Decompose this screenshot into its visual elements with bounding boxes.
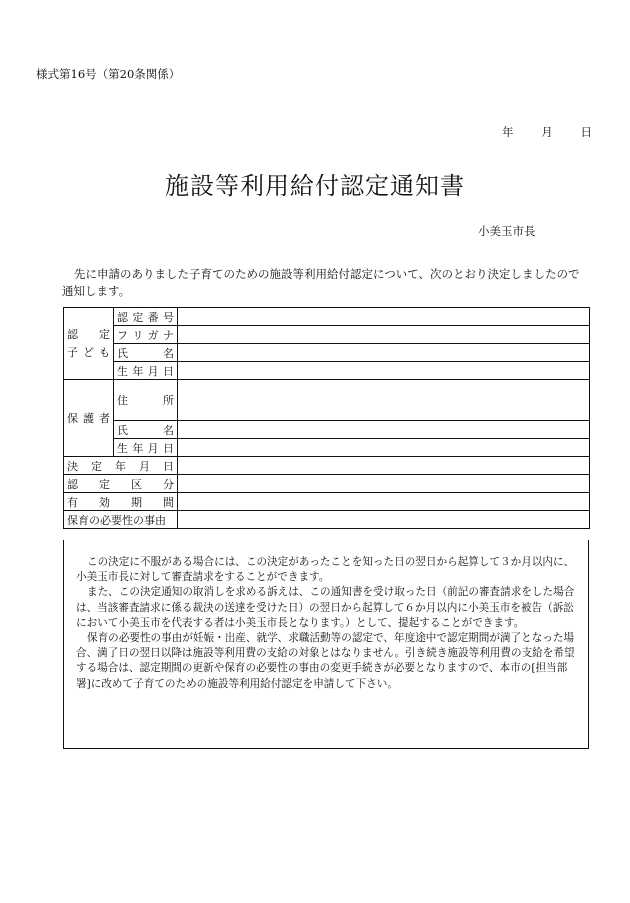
child-group-label xyxy=(64,308,114,380)
issuer: 小美玉市長 xyxy=(478,224,536,238)
decision-field-label xyxy=(64,511,178,529)
guardian-field-label xyxy=(114,421,178,439)
label-char: 決 xyxy=(67,459,78,473)
table-row xyxy=(64,344,590,362)
label-char: 認 xyxy=(117,310,128,324)
decision-field-label xyxy=(64,493,178,511)
label-char: 認 xyxy=(67,327,78,341)
label-char: 期 xyxy=(131,495,142,509)
table-row xyxy=(64,362,590,380)
label-char: 番 xyxy=(147,310,159,324)
child-field-value[interactable] xyxy=(178,344,590,362)
table-row xyxy=(64,457,590,475)
date-month: 月 xyxy=(541,125,553,139)
table-row xyxy=(64,380,590,421)
label-char: 年 xyxy=(115,459,126,473)
decision-field-value[interactable] xyxy=(178,493,590,511)
guardian-field-label xyxy=(114,380,178,421)
child-field-label xyxy=(114,362,178,380)
notice-paragraph: この決定に不服がある場合には、この決定があったことを知った日の翌日から起算して３か月以内に、小美玉市長に対して審査請求をすることができます。 xyxy=(76,556,575,584)
form-number: 様式第16号（第20条関係） xyxy=(36,67,181,81)
label-char: 間 xyxy=(163,495,174,509)
label-char: 護 xyxy=(83,412,94,425)
label-char: 子 xyxy=(67,345,78,359)
notice-paragraph: また、この決定通知の取消しを求める訴えは、この通知書を受け取った日（前記の審査請求をした場合は、当該審査請求に係る裁決の送達を受けた日）の翌日から起算して６か月以内に小美玉市を被告（訴訟において小美玉市を代表する者は小美玉市長となります。）として、提起することができます。 xyxy=(76,586,575,629)
label-char: 名 xyxy=(163,423,174,437)
label-char: 認 xyxy=(67,477,78,491)
certification-table xyxy=(63,307,590,529)
child-field-value[interactable] xyxy=(178,362,590,380)
guardian-field-value[interactable] xyxy=(178,439,590,457)
child-field-label xyxy=(114,326,178,344)
label-char: 区 xyxy=(131,477,142,491)
decision-field-label xyxy=(64,457,178,475)
table-row xyxy=(64,326,590,344)
table-row xyxy=(64,493,590,511)
label-char: 保育の必要性の事由 xyxy=(67,513,166,527)
label-char: フ xyxy=(117,328,128,342)
child-field-value[interactable] xyxy=(178,326,590,344)
label-char: 年 xyxy=(132,364,144,378)
guardian-field-label xyxy=(114,439,178,457)
table-row xyxy=(64,511,590,529)
table-row xyxy=(64,308,590,326)
label-char: 生 xyxy=(117,441,128,455)
table-row xyxy=(64,439,590,457)
label-char: ガ xyxy=(147,328,159,342)
label-char: 日 xyxy=(162,364,174,378)
label-char: 日 xyxy=(162,441,174,455)
label-char: 定 xyxy=(99,477,110,491)
decision-field-value[interactable] xyxy=(178,457,590,475)
label-char: 月 xyxy=(147,441,159,455)
guardian-field-value[interactable] xyxy=(178,421,590,439)
label-char: 名 xyxy=(163,346,174,360)
label-char: 月 xyxy=(147,364,159,378)
label-char: 氏 xyxy=(117,346,128,360)
label-char: 氏 xyxy=(117,423,128,437)
label-char: 者 xyxy=(99,412,110,425)
label-char: 月 xyxy=(139,459,150,473)
label-char: も xyxy=(99,345,110,359)
label-char: 効 xyxy=(99,495,110,509)
notice-paragraph: 保育の必要性の事由が妊娠・出産、就学、求職活動等の認定で、年度途中で認定期間が満了となった場合、満了日の翌日以降は施設等利用費の支給の対象とはなりません。引き続き施設等利用費の支給を希望する場合は、認定期間の更新や保育の必要性の事由の変更手続きが必要となりますので、本市の[担当部署]に改めて子育てのための施設等利用給付認定を申請して下さい。 xyxy=(76,632,575,690)
date-line xyxy=(502,124,592,140)
date-day: 日 xyxy=(580,125,592,139)
document-title: 施設等利用給付認定通知書 xyxy=(165,172,465,200)
label-char: ど xyxy=(83,345,94,359)
intro-text: 先に申請のありました子育てのための施設等利用給付認定について、次のとおり決定しましたので通知します。 xyxy=(62,267,580,298)
date-year: 年 xyxy=(502,125,514,139)
guardian-field-value[interactable] xyxy=(178,380,590,421)
decision-field-label xyxy=(64,475,178,493)
label-char: 生 xyxy=(117,364,128,378)
label-char: 保 xyxy=(67,412,78,425)
label-char: 所 xyxy=(163,394,174,407)
label-char: 定 xyxy=(91,459,102,473)
label-char: 有 xyxy=(67,495,78,509)
child-field-label xyxy=(114,308,178,326)
decision-field-value[interactable] xyxy=(178,475,590,493)
child-field-label xyxy=(114,344,178,362)
child-field-value[interactable] xyxy=(178,308,590,326)
label-char: リ xyxy=(132,328,144,342)
notice-box xyxy=(63,540,589,749)
label-char: 住 xyxy=(117,394,128,407)
label-char: 号 xyxy=(162,310,174,324)
table-row xyxy=(64,421,590,439)
label-char: 分 xyxy=(163,477,174,491)
label-char: 日 xyxy=(163,459,174,473)
label-char: ナ xyxy=(162,328,174,342)
decision-field-value[interactable] xyxy=(178,511,590,529)
label-char: 年 xyxy=(132,441,144,455)
guardian-group-label xyxy=(64,380,114,457)
table-row xyxy=(64,475,590,493)
label-char: 定 xyxy=(132,310,144,324)
label-char: 定 xyxy=(99,327,110,341)
